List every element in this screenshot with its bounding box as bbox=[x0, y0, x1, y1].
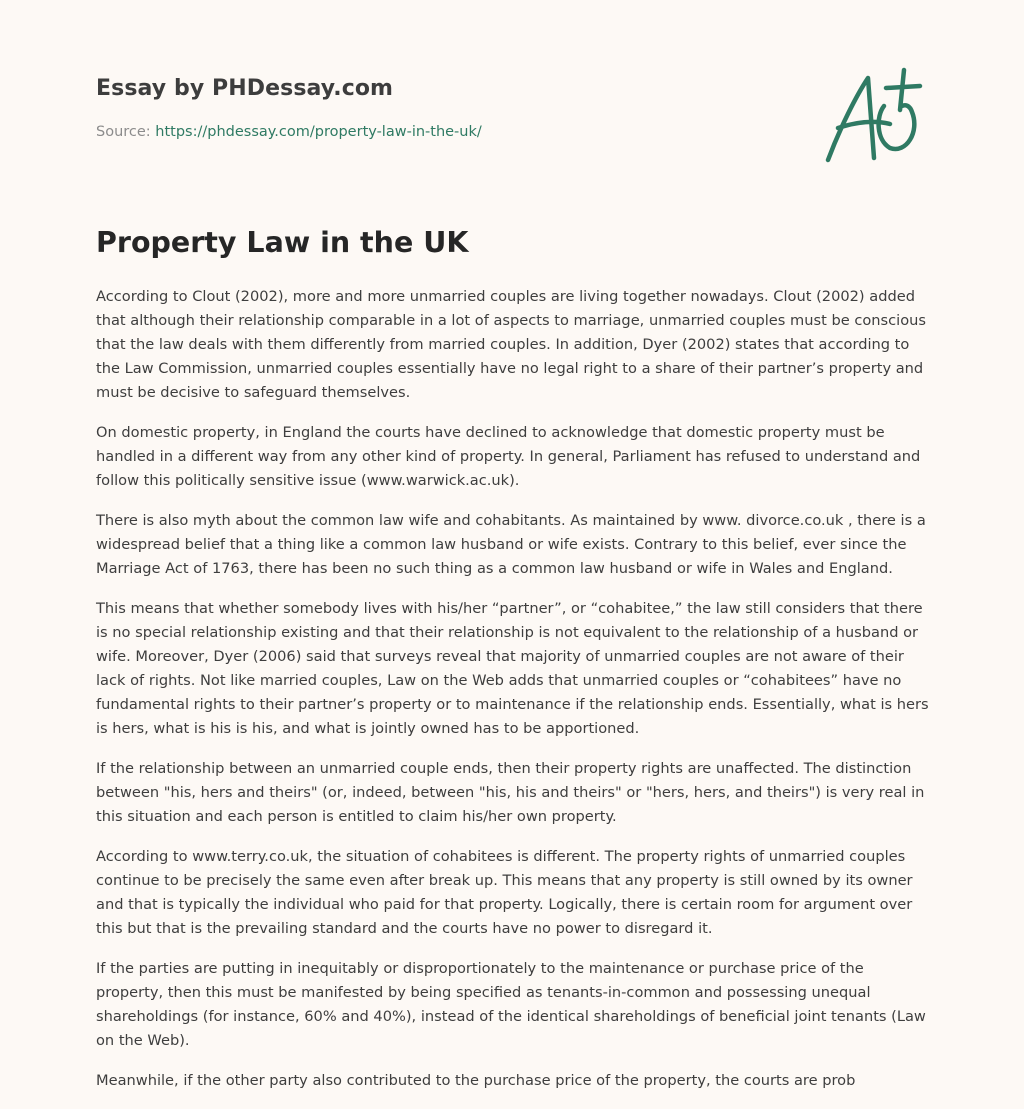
paragraph: If the parties are putting in inequitably or disproportionately to the maintenance or purchase price of the property, then this must be manifested by being specified as tenants-in-common and possessing unequal shareholdings (for instance, 60% and 40%), instead of the identical shareholdings of beneficial joint tenants (Law on the Web). bbox=[96, 960, 926, 1049]
source-line bbox=[96, 124, 482, 140]
paragraph: This means that whether somebody lives with his/her “partner”, or “cohabitee,” the law still considers that there is no special relationship existing and that their relationship is not equivalent to the relationship of a husband or wife. Moreover, Dyer (2006) said that surveys reveal that majority of unmarried couples are not aware of their lack of rights. Not like married couples, Law on the Web adds that unmarried couples or “cohabitees” have no fundamental rights to their partner’s property or to maintenance if the relationship ends. Essentially, what is hers is hers, what is his is his, and what is jointly owned has to be apportioned. bbox=[96, 600, 929, 737]
paragraph: According to www.terry.co.uk, the situation of cohabitees is different. The property rights of unmarried couples continue to be precisely the same even after break up. This means that any property is still owned by its owner and that is typically the individual who paid for that property. Logically, there is certain room for argument over this but that is the prevailing standard and the courts have no power to disregard it. bbox=[96, 848, 913, 937]
paragraph: If the relationship between an unmarried couple ends, then their property rights are unaffected. The distinction between "his, hers and theirs" (or, indeed, between "his, his and theirs" or "hers, hers, and theirs") is very real in this situation and each person is entitled to claim his/her own property. bbox=[96, 760, 925, 825]
paragraph: On domestic property, in England the courts have declined to acknowledge that domestic property must be handled in a different way from any other kind of property. In general, Parliament has refused to understand and follow this politically sensitive issue (www.warwick.ac.uk). bbox=[96, 424, 921, 489]
source-label: Source: bbox=[96, 124, 151, 140]
paragraph: Meanwhile, if the other party also contributed to the purchase price of the property, the courts are prob bbox=[96, 1072, 856, 1089]
essay-body bbox=[96, 285, 932, 1109]
essay-title: Property Law in the UK bbox=[96, 226, 469, 259]
a-plus-grade-icon bbox=[822, 66, 926, 166]
paragraph: There is also myth about the common law wife and cohabitants. As maintained by www. divorce.co.uk , there is a widespread belief that a thing like a common law husband or wife exists. Contrary to this belief, ever since the Marriage Act of 1763, there has been no such thing as a common law husband or wife in Wales and England. bbox=[96, 512, 926, 577]
site-brand: Essay by PHDessay.com bbox=[96, 76, 394, 101]
paragraph: According to Clout (2002), more and more unmarried couples are living together nowadays. Clout (2002) added that although their relationship comparable in a lot of aspects to marriage, unmarried couples must be conscious that the law deals with them differently from married couples. In addition, Dyer (2002) states that according to the Law Commission, unmarried couples essentially have no legal right to a share of their partner’s property and must be decisive to safeguard themselves. bbox=[96, 288, 927, 401]
source-link[interactable]: https://phdessay.com/property-law-in-the-uk/ bbox=[155, 124, 482, 140]
